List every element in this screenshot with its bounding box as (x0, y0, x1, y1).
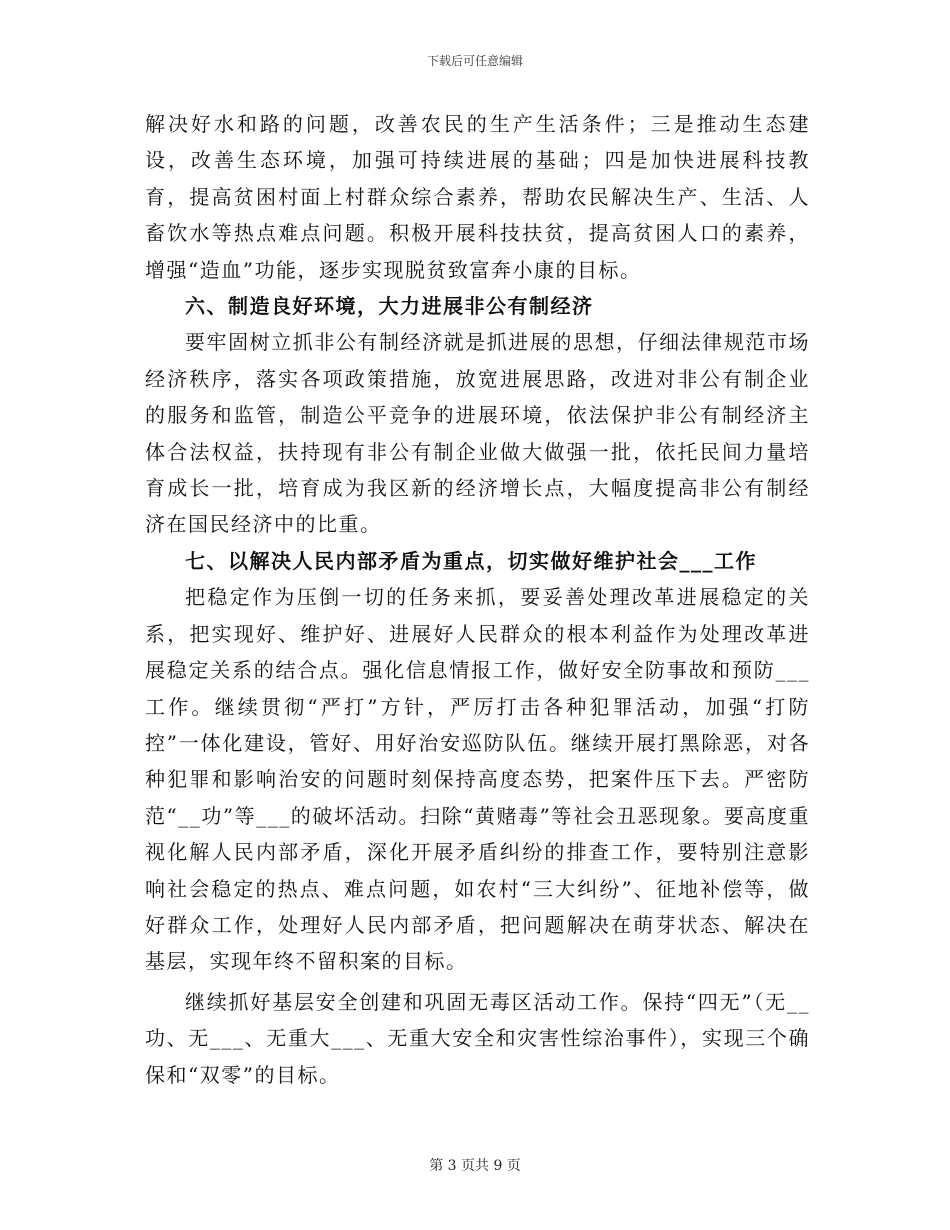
paragraph-grassroots-safety: 继续抓好基层安全创建和巩固无毒区活动工作。保持“四无”（无__功、无___、无重大___、无重大安全和灾害性综治事件），实现三个确保和“双零”的目标。 (145, 989, 810, 1087)
page-number: 第 3 页共 9 页 (429, 1158, 521, 1174)
paragraph-continued: 解决好水和路的问题，改善农民的生产生活条件；三是推动生态建设，改善生态环境，加强可持续进展的基础；四是加快进展科技教育，提高贫困村面上村群众综合素养，帮助农民解决生产、生活、人畜饮水等热点难点问题。积极开展科技扶贫，提高贫困人口的素养，增强“造血”功能，逐步实现脱贫致富奔小康的目标。 (145, 112, 810, 282)
paragraph-stability: 把稳定作为压倒一切的任务来抓，要妥善处理改革进展稳定的关系，把实现好、维护好、进展好人民群众的根本利益作为处理改革进展稳定关系的结合点。强化信息情报工作，做好安全防事故和预防___工作。继续贯彻“严打”方针，严厉打击各种犯罪活动，加强“打防控”一体化建设，管好、用好治安巡防队伍。继续开展打黑除恶，对各种犯罪和影响治安的问题时刻保持高度态势，把案件压下去。严密防范“__功”等___的破坏活动。扫除“黄赌毒”等社会丑恶现象。要高度重视化解人民内部矛盾，深化开展矛盾纠纷的排查工作，要特别注意影响社会稳定的热点、难点问题，如农村“三大纠纷”、征地补偿等，做好群众工作，处理好人民内部矛盾，把问题解决在萌芽状态、解决在基层，实现年终不留积案的目标。 (145, 585, 810, 974)
section-heading-6: 六、制造良好环境，大力进展非公有制经济 (185, 294, 594, 319)
document-body (145, 106, 810, 1093)
paragraph-non-public-economy: 要牢固树立抓非公有制经济就是抓进展的思想，仔细法律规范市场经济秩序，落实各项政策措施，放宽进展思路，改进对非公有制企业的服务和监管，制造公平竞争的进展环境，依法保护非公有制经济主体合法权益，扶持现有非公有制企业做大做强一批，依托民间力量培育成长一批，培育成为我区新的经济增长点，大幅度提高非公有制经济在国民经济中的比重。 (145, 330, 810, 537)
section-heading-7: 七、以解决人民内部矛盾为重点，切实做好维护社会___工作 (185, 548, 757, 573)
page-header: 下载后可任意编辑 (426, 54, 523, 68)
